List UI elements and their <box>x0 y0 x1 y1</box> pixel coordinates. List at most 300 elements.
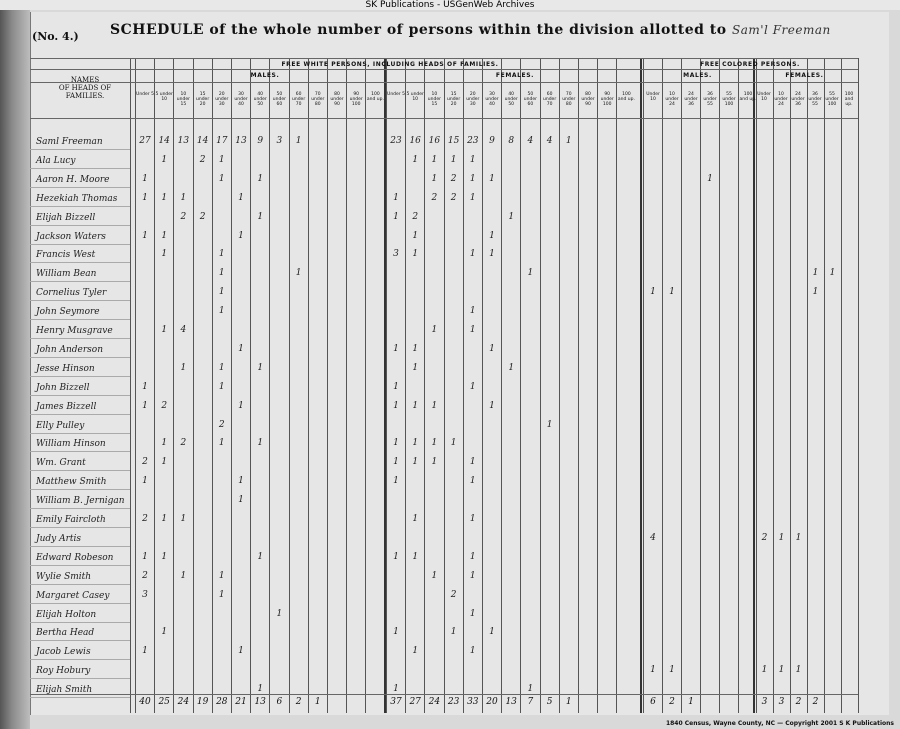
white-male-total: 1 <box>314 697 321 707</box>
white-male-count: 2 <box>142 570 148 581</box>
white-female-count: 1 <box>469 646 476 657</box>
white-female-count: 1 <box>489 173 495 184</box>
white-female-age-header: 20 under 30 <box>466 92 480 107</box>
row-rule <box>30 489 130 490</box>
row-rule <box>30 281 130 282</box>
white-male-count: 17 <box>216 136 228 146</box>
white-female-age-header: 40 under 50 <box>504 92 518 107</box>
white-female-total: 27 <box>409 697 421 707</box>
white-female-total: 13 <box>505 697 517 707</box>
names-heading-sub: OF HEADS OF FAMILIES. <box>58 84 112 100</box>
colored-female-count: 1 <box>761 665 768 676</box>
colored-female-total: 3 <box>778 697 785 707</box>
family-name: James Bizzell <box>36 401 97 412</box>
white-male-count: 9 <box>257 136 264 146</box>
white-male-count: 1 <box>142 400 148 411</box>
colored-female-count: 1 <box>778 665 785 676</box>
colored-male-age-header: 100 and up. <box>739 92 757 102</box>
white-male-count: 2 <box>142 514 148 524</box>
white-female-age-header: 70 under 80 <box>562 92 576 107</box>
white-female-age-header: 30 under 40 <box>485 92 499 107</box>
row-rule <box>30 433 130 434</box>
page-title <box>110 22 831 38</box>
white-female-count: 1 <box>431 400 438 411</box>
white-female-total: 5 <box>546 697 553 707</box>
column-rule <box>662 58 663 713</box>
family-name: Elijah Holton <box>36 609 97 620</box>
white-female-count: 1 <box>469 551 476 562</box>
white-male-age-header: 50 under 60 <box>272 92 286 107</box>
column-rule <box>858 58 859 713</box>
white-male-count: 1 <box>257 362 264 373</box>
white-female-count: 2 <box>431 192 438 203</box>
white-male-count: 1 <box>142 230 148 241</box>
white-male-count: 2 <box>199 211 206 222</box>
white-male-count: 1 <box>218 438 225 449</box>
row-rule <box>30 357 130 358</box>
white-male-count: 2 <box>218 419 225 430</box>
row-rule <box>30 376 130 377</box>
white-female-count: 1 <box>431 154 438 165</box>
white-female-age-header: 80 under 90 <box>581 92 595 107</box>
white-male-count: 1 <box>295 136 302 146</box>
column-rule <box>790 58 791 713</box>
family-name: Elly Pulley <box>36 420 85 431</box>
family-name: Cornelius Tyler <box>36 288 107 299</box>
white-female-count: 1 <box>412 362 419 373</box>
white-male-count: 2 <box>180 211 187 222</box>
column-rule <box>597 58 598 713</box>
white-male-count: 1 <box>238 646 244 657</box>
colored-female-count: 1 <box>778 532 785 543</box>
row-rule <box>30 206 130 207</box>
white-male-total: 2 <box>295 697 302 707</box>
column-rule <box>616 58 617 713</box>
white-female-count: 1 <box>393 476 399 487</box>
white-female-count: 1 <box>393 551 399 562</box>
family-name: Wm. Grant <box>36 458 86 469</box>
family-name: Jacob Lewis <box>36 647 91 658</box>
family-name: Edward Robeson <box>36 552 114 563</box>
colored-female-count: 1 <box>795 665 802 676</box>
white-male-count: 1 <box>218 570 225 581</box>
white-male-count: 1 <box>238 343 244 354</box>
white-male-count: 1 <box>257 551 264 562</box>
white-male-count: 3 <box>276 136 283 146</box>
row-rule <box>30 244 130 245</box>
white-male-age-header: 10 under 15 <box>176 92 190 107</box>
column-rule <box>756 58 757 713</box>
names-heading <box>40 76 130 100</box>
white-female-count: 23 <box>467 136 479 146</box>
white-male-count: 13 <box>235 136 247 146</box>
white-male-age-header: 5 under 10 <box>155 92 173 102</box>
white-female-count: 1 <box>393 381 399 392</box>
white-female-count: 1 <box>469 192 476 203</box>
white-female-count: 1 <box>469 476 476 487</box>
family-name: Matthew Smith <box>36 477 107 488</box>
colored-female-age-header: Under 10 <box>757 92 771 102</box>
row-rule <box>30 319 130 320</box>
white-male-count: 1 <box>161 627 168 638</box>
white-male-count: 1 <box>257 173 264 184</box>
white-female-count: 1 <box>450 627 457 638</box>
family-name: William Bean <box>36 269 97 280</box>
column-rule <box>719 58 720 713</box>
column-rule <box>738 58 739 713</box>
colored-male-age-header: 10 under 24 <box>665 92 679 107</box>
white-female-count: 8 <box>508 136 515 146</box>
white-female-count: 1 <box>393 438 399 449</box>
white-female-age-header: 100 and up. <box>617 92 635 102</box>
white-female-count: 1 <box>412 343 419 354</box>
colored-males-heading: MALES. <box>683 72 712 79</box>
white-male-age-header: 70 under 80 <box>311 92 325 107</box>
white-male-count: 2 <box>161 400 168 411</box>
white-male-count: 1 <box>142 381 148 392</box>
row-rule <box>30 640 130 641</box>
column-rule <box>824 58 825 713</box>
section-divider <box>640 58 642 713</box>
white-male-total: 24 <box>177 697 190 707</box>
white-female-count: 1 <box>412 230 419 241</box>
white-male-count: 1 <box>142 476 148 487</box>
white-female-count: 1 <box>489 627 495 638</box>
white-male-count: 1 <box>238 495 244 506</box>
colored-female-age-header: 10 under 24 <box>774 92 788 107</box>
white-female-count: 1 <box>412 514 419 524</box>
white-male-count: 1 <box>180 570 187 581</box>
white-female-age-header: 15 under 20 <box>447 92 461 107</box>
white-female-count: 1 <box>508 362 515 373</box>
family-name: Henry Musgrave <box>36 326 113 336</box>
white-female-count: 1 <box>527 268 534 279</box>
row-rule <box>30 262 130 263</box>
free-white-heading: FREE WHITE PERSONS, INCLUDING HEADS OF FAMILIES. <box>281 61 499 68</box>
row-rule <box>30 697 130 698</box>
white-male-count: 13 <box>177 136 190 146</box>
white-female-count: 1 <box>412 400 419 411</box>
white-female-count: 2 <box>450 589 457 600</box>
row-rule <box>30 451 130 452</box>
white-female-count: 1 <box>393 627 399 638</box>
white-male-age-header: 90 under 100 <box>349 92 363 107</box>
colored-female-count: 1 <box>812 287 819 298</box>
column-rule <box>773 58 774 713</box>
family-name: William B. Jernigan <box>36 496 125 507</box>
colored-female-age-header: 24 under 36 <box>791 92 805 107</box>
family-name: Margaret Casey <box>36 590 110 601</box>
white-female-count: 4 <box>546 136 553 146</box>
white-male-count: 2 <box>180 438 187 449</box>
colored-male-count: 1 <box>707 173 713 184</box>
white-female-count: 1 <box>469 570 476 581</box>
header-rule <box>30 69 858 70</box>
row-rule <box>30 470 130 471</box>
white-male-age-header: 60 under 70 <box>292 92 306 107</box>
column-rule <box>520 58 521 713</box>
white-male-count: 1 <box>218 268 225 279</box>
white-male-count: 14 <box>158 136 170 146</box>
colored-female-count: 1 <box>812 268 819 279</box>
row-rule <box>30 603 130 604</box>
book-binding <box>0 10 30 729</box>
section-divider <box>753 58 755 713</box>
white-female-count: 1 <box>489 343 495 354</box>
colored-male-total: 2 <box>669 697 675 707</box>
free-colored-heading: FREE COLORED PERSONS. <box>700 61 800 68</box>
white-female-count: 15 <box>447 136 460 146</box>
white-female-total: 23 <box>447 697 460 707</box>
white-male-count: 1 <box>218 287 225 298</box>
colored-male-count: 1 <box>669 287 675 298</box>
column-rule <box>308 58 309 713</box>
column-rule <box>578 58 579 713</box>
white-female-count: 1 <box>469 325 476 335</box>
white-female-count: 1 <box>469 608 476 619</box>
white-male-count: 1 <box>161 514 168 524</box>
white-male-count: 1 <box>257 684 264 695</box>
row-rule <box>30 527 130 528</box>
white-female-total: 7 <box>527 697 534 707</box>
white-male-count: 1 <box>180 362 187 373</box>
white-female-count: 1 <box>469 457 476 468</box>
white-male-age-header: 20 under 30 <box>215 92 229 107</box>
row-rule <box>30 659 130 660</box>
white-female-count: 1 <box>412 457 419 468</box>
colored-male-count: 4 <box>650 532 656 543</box>
column-rule <box>681 58 682 713</box>
white-female-count: 3 <box>393 249 399 260</box>
colored-females-heading: FEMALES. <box>785 72 824 79</box>
colored-male-total: 6 <box>650 697 656 707</box>
family-name: Emily Faircloth <box>36 515 106 525</box>
white-male-age-header: 30 under 40 <box>234 92 248 107</box>
white-females-heading: FEMALES. <box>495 72 535 79</box>
white-male-count: 1 <box>257 438 264 449</box>
white-female-count: 1 <box>469 249 476 260</box>
white-female-count: 1 <box>393 400 399 411</box>
white-female-total: 33 <box>467 697 479 707</box>
white-female-age-header: 5 under 10 <box>406 92 424 102</box>
white-male-count: 1 <box>218 306 225 317</box>
family-name: Aaron H. Moore <box>36 174 110 185</box>
white-female-count: 1 <box>393 192 399 203</box>
page-number: (No. 4.) <box>32 30 79 43</box>
row-rule <box>30 584 130 585</box>
white-female-count: 16 <box>409 136 421 146</box>
colored-female-count: 1 <box>829 268 836 279</box>
white-male-count: 1 <box>161 551 168 562</box>
column-rule <box>807 58 808 713</box>
column-rule <box>643 58 644 713</box>
row-rule <box>30 225 130 226</box>
title-text: SCHEDULE of the whole number of persons within the division allotted to <box>110 22 727 38</box>
white-male-count: 1 <box>238 192 244 203</box>
white-female-age-header: Under 5 <box>387 92 405 97</box>
colored-female-count: 2 <box>761 532 768 543</box>
column-rule <box>250 58 251 713</box>
white-male-count: 2 <box>142 457 148 468</box>
row-rule <box>30 149 130 150</box>
white-female-age-header: 50 under 60 <box>523 92 537 107</box>
family-name: Roy Hobury <box>36 666 91 677</box>
white-males-heading: MALES. <box>250 72 280 79</box>
white-male-count: 1 <box>180 514 187 524</box>
white-male-count: 1 <box>142 192 148 203</box>
colored-male-count: 1 <box>650 665 656 676</box>
white-female-count: 1 <box>450 438 457 449</box>
white-male-total: 6 <box>276 697 283 707</box>
white-female-total: 37 <box>390 697 402 707</box>
colored-female-total: 2 <box>795 697 802 707</box>
header-rule <box>30 82 858 83</box>
white-female-total: 20 <box>486 697 498 707</box>
white-male-count: 1 <box>161 438 168 449</box>
white-female-count: 1 <box>431 457 438 468</box>
white-male-count: 1 <box>218 173 225 184</box>
white-male-count: 1 <box>142 173 148 184</box>
white-male-count: 1 <box>142 551 148 562</box>
family-name: John Seymore <box>36 307 100 318</box>
white-male-count: 1 <box>180 192 187 203</box>
family-name: John Bizzell <box>36 382 90 393</box>
white-female-count: 23 <box>390 136 402 146</box>
white-female-count: 1 <box>412 646 419 657</box>
white-female-count: 1 <box>565 136 572 146</box>
colored-male-total: 1 <box>688 697 694 707</box>
white-male-age-header: 15 under 20 <box>196 92 210 107</box>
white-female-count: 1 <box>546 419 553 430</box>
header-rule <box>30 58 858 59</box>
white-male-count: 27 <box>139 136 151 146</box>
row-rule <box>30 622 130 623</box>
white-female-count: 1 <box>412 551 419 562</box>
white-female-count: 16 <box>428 136 441 146</box>
white-female-count: 1 <box>412 438 419 449</box>
column-rule <box>841 58 842 713</box>
white-female-count: 1 <box>431 325 438 335</box>
white-male-count: 4 <box>180 325 187 335</box>
white-female-count: 1 <box>393 343 399 354</box>
white-female-count: 1 <box>489 230 495 241</box>
archive-banner: SK Publications - USGenWeb Archives <box>0 0 900 10</box>
colored-male-age-header: 24 under 36 <box>684 92 698 107</box>
family-name: Jackson Waters <box>36 231 106 242</box>
row-rule <box>30 168 130 169</box>
names-heading-title: NAMES <box>70 76 100 84</box>
white-male-total: 40 <box>139 697 151 707</box>
colored-female-age-header: 55 under 100 <box>825 92 839 107</box>
colored-male-count: 1 <box>669 665 675 676</box>
white-male-count: 1 <box>142 646 148 657</box>
colored-female-age-header: 100 and up. <box>844 92 854 107</box>
row-rule <box>30 508 130 509</box>
column-rule <box>501 58 502 713</box>
white-male-count: 1 <box>161 230 168 241</box>
white-female-count: 1 <box>393 211 399 222</box>
white-male-count: 1 <box>161 249 168 260</box>
row-rule <box>30 565 130 566</box>
white-male-total: 28 <box>216 697 228 707</box>
white-male-count: 1 <box>238 476 244 487</box>
white-female-count: 2 <box>450 173 457 184</box>
white-female-count: 1 <box>412 154 419 165</box>
white-male-count: 1 <box>218 589 225 600</box>
white-male-count: 1 <box>218 154 225 165</box>
row-rule <box>30 395 130 396</box>
family-name: Hezekiah Thomas <box>36 193 118 204</box>
row-rule <box>30 414 130 415</box>
white-female-total: 24 <box>428 697 441 707</box>
white-female-count: 1 <box>469 154 476 165</box>
column-rule <box>700 58 701 713</box>
white-female-count: 1 <box>527 684 534 695</box>
white-male-count: 1 <box>238 400 244 411</box>
white-female-count: 1 <box>469 381 476 392</box>
family-name: Saml Freeman <box>36 137 103 147</box>
family-name: William Hinson <box>36 439 106 450</box>
column-rule <box>365 58 366 713</box>
white-male-count: 1 <box>218 381 225 392</box>
white-female-count: 1 <box>393 684 399 695</box>
white-male-count: 1 <box>257 211 264 222</box>
family-name: Wylie Smith <box>36 571 92 582</box>
family-name: Judy Artis <box>36 533 82 544</box>
white-female-age-header: 90 under 100 <box>600 92 614 107</box>
white-male-count: 1 <box>218 249 225 260</box>
white-male-total: 25 <box>158 697 170 707</box>
column-rule <box>327 58 328 713</box>
family-name: Elijah Bizzell <box>36 212 96 223</box>
white-female-count: 2 <box>412 211 419 222</box>
header-rule <box>30 118 858 119</box>
white-male-count: 1 <box>276 608 283 619</box>
family-name: Elijah Smith <box>36 685 93 696</box>
totals-rule <box>30 694 858 695</box>
white-male-count: 1 <box>218 362 225 373</box>
white-male-age-header: Under 5 <box>136 92 154 97</box>
white-female-count: 1 <box>393 457 399 468</box>
white-male-total: 21 <box>235 697 247 707</box>
column-rule <box>559 58 560 713</box>
white-female-count: 4 <box>527 136 534 146</box>
white-female-count: 1 <box>431 173 438 184</box>
row-rule <box>30 546 130 547</box>
white-male-count: 1 <box>295 268 302 279</box>
row-rule <box>30 338 130 339</box>
white-female-count: 1 <box>489 249 495 260</box>
white-male-age-header: 40 under 50 <box>253 92 267 107</box>
colored-male-age-header: 36 under 55 <box>703 92 717 107</box>
row-rule <box>30 678 130 679</box>
white-female-age-header: 60 under 70 <box>543 92 557 107</box>
white-female-count: 1 <box>431 570 438 581</box>
row-rule <box>30 187 130 188</box>
colored-female-age-header: 36 under 55 <box>808 92 822 107</box>
column-rule <box>540 58 541 713</box>
white-male-count: 3 <box>142 589 148 600</box>
colored-male-age-header: Under 10 <box>646 92 660 102</box>
white-male-count: 2 <box>199 154 206 165</box>
white-male-count: 14 <box>196 136 209 146</box>
white-male-count: 1 <box>238 230 244 241</box>
white-male-count: 1 <box>161 325 168 335</box>
white-female-count: 1 <box>431 438 438 449</box>
family-name: Francis West <box>36 250 96 261</box>
row-rule <box>30 300 130 301</box>
title-handwritten: Sam'l Freeman <box>732 23 831 37</box>
